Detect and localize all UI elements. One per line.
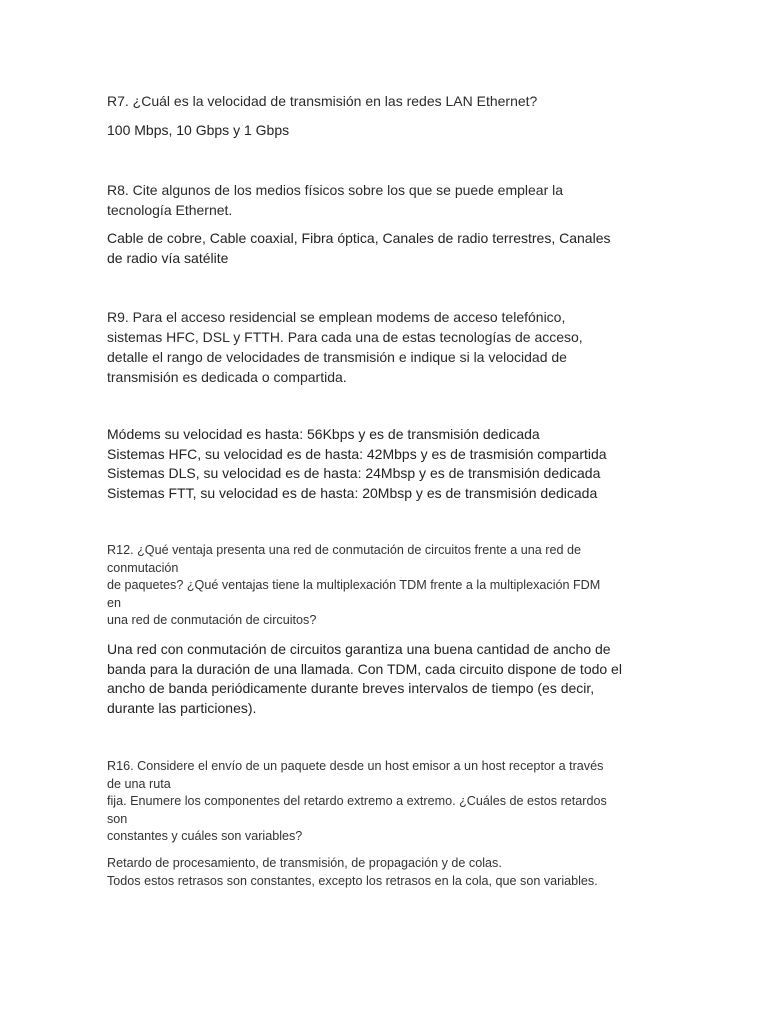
r7-question: R7. ¿Cuál es la velocidad de transmisión en las redes LAN Ethernet? xyxy=(107,93,538,109)
r12-answer: Una red con conmutación de circuitos garantiza una buena cantidad de ancho de banda para la duración de una llamada. Con TDM, cada circuito dispone de todo el ancho de banda periódicamente durante breves intervalos de tiempo (es decir, durante las particiones). xyxy=(107,641,622,716)
r8-answer: Cable de cobre, Cable coaxial, Fibra óptica, Canales de radio terrestres, Canales de radio vía satélite xyxy=(107,230,611,266)
r16-answer: Retardo de procesamiento, de transmisión, de propagación y de colas. Todos estos retrasos son constantes, excepto los retrasos en la cola, que son variables. xyxy=(107,856,598,888)
r8-question: R8. Cite algunos de los medios físicos sobre los que se puede emplear la tecnología Ethernet. xyxy=(107,182,564,218)
r16-question: R16. Considere el envío de un paquete desde un host emisor a un host receptor a través de una ruta fija. Enumere los componentes del retardo extremo a extremo. ¿Cuáles de estos retardos son constantes y cuáles son variables? xyxy=(107,759,607,843)
r9-question: R9. Para el acceso residencial se emplean modems de acceso telefónico, sistemas HFC, DSL y FTTH. Para cada una de estas tecnologías de acceso, detalle el rango de velocidades de transmisión e indique si la velocidad de transmisión es dedicada o compartida. xyxy=(107,309,583,385)
r7-answer: 100 Mbps, 10 Gbps y 1 Gbps xyxy=(107,122,290,138)
r12-question: R12. ¿Qué ventaja presenta una red de conmutación de circuitos frente a una red de conmutación de paquetes? ¿Qué ventajas tiene la multiplexación TDM frente a la multiplexación FDM en una red de conmutación de circuitos? xyxy=(107,543,601,627)
r9-answer: Módems su velocidad es hasta: 56Kbps y es de transmisión dedicada Sistemas HFC, su velocidad es de hasta: 42Mbps y es de trasmisión compartida Sistemas DLS, su velocidad es de hasta: 24Mbsp y es de transmisión dedicada Sistemas FTT, su velocidad es de hasta: 20Mbsp y es de transmisión dedicada xyxy=(107,426,607,501)
